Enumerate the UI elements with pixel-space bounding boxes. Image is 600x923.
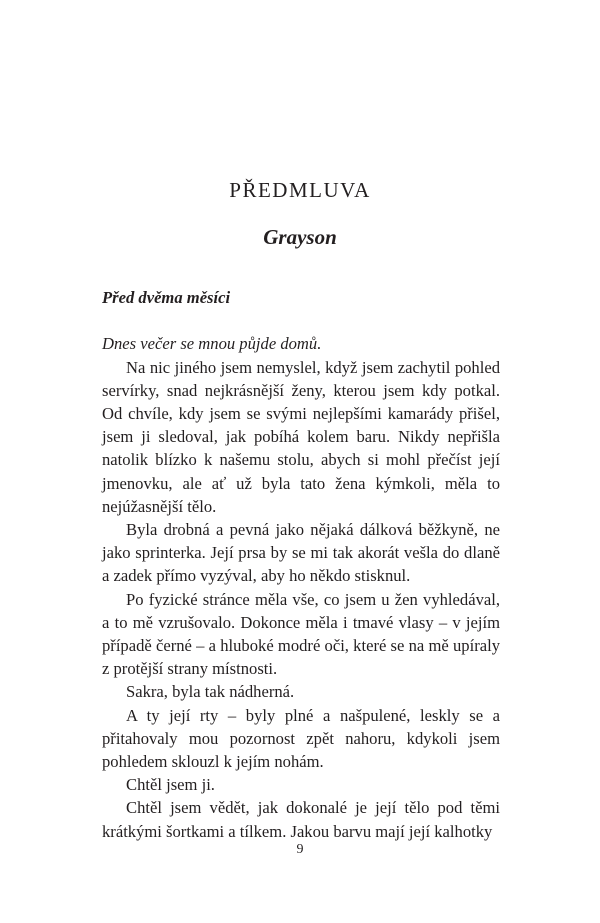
chapter-subtitle: Grayson xyxy=(263,225,337,249)
paragraph-5: Sakra, byla tak nádherná. xyxy=(126,682,295,702)
paragraph-2: Na nic jiného jsem nemyslel, když jsem zachytil pohled servírky, snad nejkrásnější ženy, kterou jsem kdy potkal. Od chvíle, kdy jsem se svými nejlepšími kamarády přišel, jsem ji sledoval, jak pobíhá kolem baru. Nikdy nepřišla natolik blízko k našemu stolu, abych si mohl přečíst její jmenovku, ale ať už byla tato žena kýmkoli, měla to nejúžasnější tělo. xyxy=(102,357,500,516)
section-heading: Před dvěma měsíci xyxy=(102,288,231,307)
paragraph-4: Po fyzické stránce měla vše, co jsem u žen vyhledával, a to mě vzrušovalo. Dokonce měla i tmavé vlasy – v jejím případě černé – a hluboké modré oči, které se na mě upíraly z protější strany místnosti. xyxy=(102,589,500,679)
chapter-title: PŘEDMLUVA xyxy=(229,178,371,202)
paragraph-1: Dnes večer se mnou půjde domů. xyxy=(102,334,322,354)
paragraph-8: Chtěl jsem vědět, jak dokonalé je její tělo pod těmi krátkými šortkami a tílkem. Jakou barvu mají její kalhotky xyxy=(102,798,500,841)
page-number: 9 xyxy=(296,842,304,857)
body-text xyxy=(102,286,500,843)
section-spacer xyxy=(102,309,500,332)
paragraph-3: Byla drobná a pevná jako nějaká dálková běžkyně, ne jako sprinterka. Její prsa by se mi tak akorát vešla do dlaně a zadek přímo vyzýval, aby ho někdo stisknul. xyxy=(102,520,500,586)
paragraph-7: Chtěl jsem ji. xyxy=(126,775,215,795)
paragraph-6: A ty její rty – byly plné a našpulené, leskly se a přitahovaly mou pozornost zpět nahoru, kdykoli jsem pohledem sklouzl k jejím nohám. xyxy=(102,705,500,772)
